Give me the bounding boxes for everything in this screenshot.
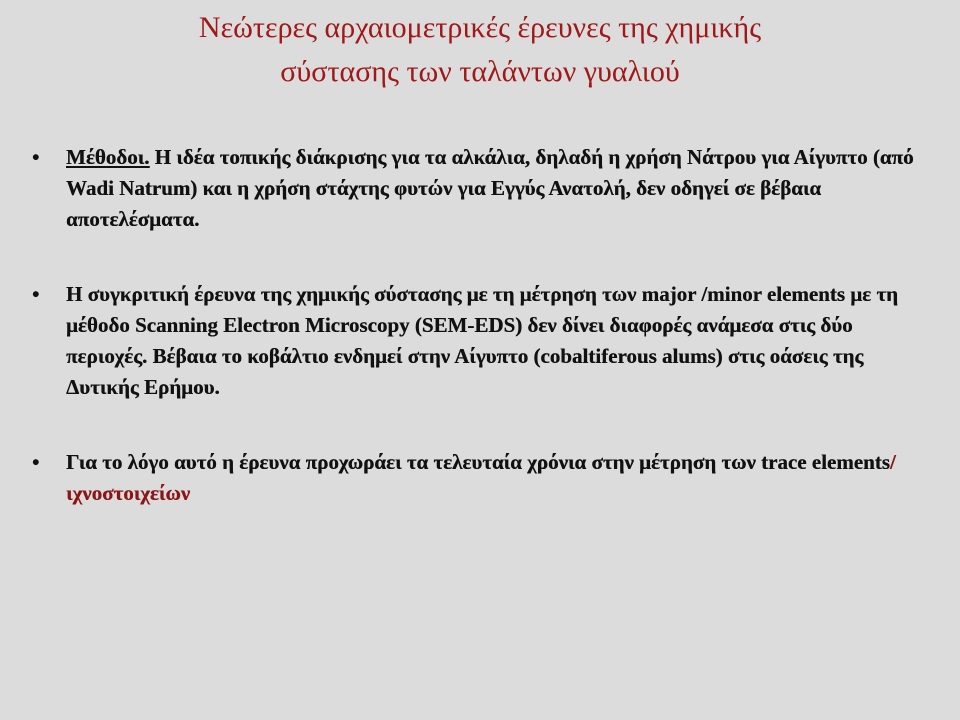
bullet-dot-icon: • [32, 145, 40, 169]
bullet-text: Η συγκριτική έρευνα της χημικής σύστασης με τη μέτρηση των major /minor elements με τη μέθοδο Scanning Electron Microscopy (SEM-EDS) δεν δίνει διαφορές ανάμεσα στις δύο περιοχές. Βέβαια το κοβάλτιο ενδημεί στην Αίγυπτο (cobaltiferous alums) στις οάσεις της Δυτικής Ερήμου. [66, 282, 898, 399]
bullet-item-comparative-study [30, 279, 930, 403]
bullet-dot-icon: • [32, 450, 40, 474]
bullet-text: Η ιδέα τοπικής διάκρισης για τα αλκάλια, δηλαδή η χρήση Νάτρου για Αίγυπτο (από Wadi Natrum) και η χρήση στάχτης φυτών για Εγγύς Ανατολή, δεν οδηγεί σε βέβαια αποτελέσματα. [66, 145, 914, 231]
bullet-item-methods [30, 142, 930, 235]
bullet-item-trace-elements [30, 447, 930, 509]
slide-title [60, 6, 900, 94]
bullet-lead-label: Μέθοδοι. [66, 145, 150, 169]
bullet-list [30, 142, 930, 509]
bullet-highlight-term: /ιχνοστοιχείων [66, 450, 896, 505]
bullet-text: Για το λόγο αυτό η έρευνα προχωράει τα τελευταία χρόνια στην μέτρηση των trace elements [66, 450, 890, 474]
slide-title-line-1: Νεώτερες αρχαιομετρικές έρευνες της χημικής [198, 11, 762, 44]
bullet-dot-icon: • [32, 282, 40, 306]
slide-title-line-2: σύστασης των ταλάντων γυαλιού [280, 55, 680, 88]
